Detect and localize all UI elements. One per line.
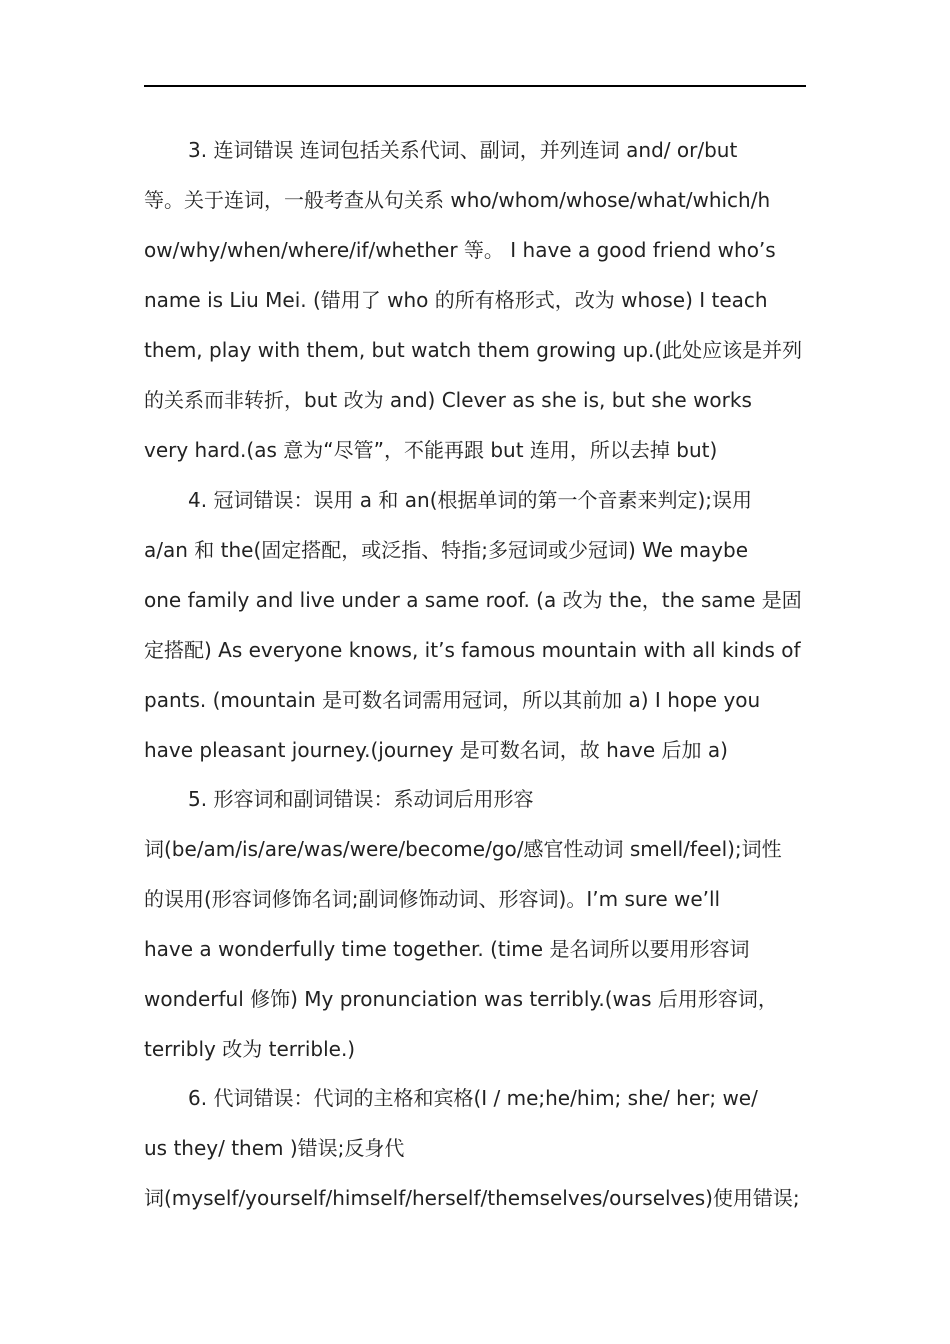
paragraph-4-line-1: 4. 冠词错误：误用 a 和 an(根据单词的第一个音素来判定);误用 (188, 488, 753, 512)
paragraph-5-line-3: 的误用(形容词修饰名词;副词修饰动词、形容词)。I’m sure we’ll (144, 887, 721, 911)
paragraph-6-line-1: 6. 代词错误：代词的主格和宾格(I / me;he/him; she/ her; we/ (188, 1086, 758, 1110)
paragraph-6-line-3: 词(myself/yourself/himself/herself/themselves/ourselves)使用错误; (144, 1186, 800, 1210)
paragraph-4-line-6: have pleasant journey.(journey 是可数名词，故 have 后加 a) (144, 738, 728, 762)
paragraph-3-line-2: 等。关于连词，一般考查从句关系 who/whom/whose/what/which/h (144, 188, 771, 212)
paragraph-4-line-4: 定搭配) As everyone knows, it’s famous mountain with all kinds of (144, 638, 801, 662)
paragraph-3-line-7: very hard.(as 意为“尽管”，不能再跟 but 连用，所以去掉 but) (144, 438, 718, 462)
paragraph-3-line-5: them, play with them, but watch them growing up.(此处应该是并列 (144, 338, 803, 362)
paragraph-3-line-4: name is Liu Mei. (错用了 who 的所有格形式，改为 whose) I teach (144, 288, 768, 312)
paragraph-3-line-1: 3. 连词错误 连词包括关系代词、副词，并列连词 and/ or/but (188, 138, 738, 162)
paragraph-5-line-6: terribly 改为 terrible.) (144, 1037, 356, 1061)
paragraph-4-line-5: pants. (mountain 是可数名词需用冠词，所以其前加 a) I hope you (144, 688, 761, 712)
paragraph-3-line-3: ow/why/when/where/if/whether 等。 I have a good friend who’s (144, 238, 776, 262)
paragraph-5-line-4: have a wonderfully time together. (time 是名词所以要用形容词 (144, 937, 750, 961)
paragraph-5-line-2: 词(be/am/is/are/was/were/become/go/感官性动词 smell/feel);词性 (144, 837, 782, 861)
paragraph-4-line-3: one family and live under a same roof. (a 改为 the，the same 是固 (144, 588, 802, 612)
paragraph-3-line-6: 的关系而非转折，but 改为 and) Clever as she is, but she works (144, 388, 752, 412)
paragraph-5-line-5: wonderful 修饰) My pronunciation was terribly.(was 后用形容词， (144, 987, 778, 1011)
paragraph-5-line-1: 5. 形容词和副词错误：系动词后用形容 (188, 787, 534, 811)
header-rule (144, 85, 806, 87)
paragraph-6-line-2: us they/ them )错误;反身代 (144, 1136, 405, 1160)
paragraph-4-line-2: a/an 和 the(固定搭配，或泛指、特指;多冠词或少冠词) We maybe (144, 538, 749, 562)
